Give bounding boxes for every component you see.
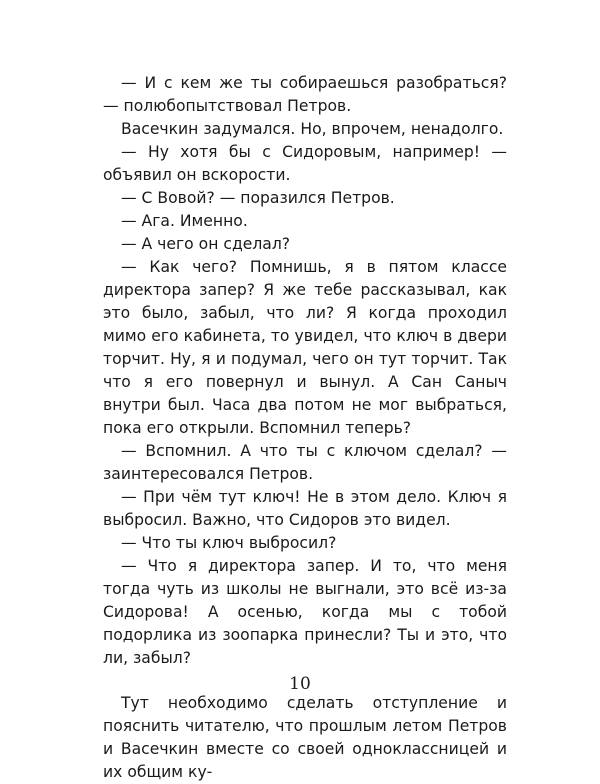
paragraph: — С Вовой? — поразился Петров. (121, 189, 395, 207)
paragraph: — Что ты ключ выбросил? (121, 534, 337, 552)
paragraph: — Ага. Именно. (121, 212, 248, 230)
paragraph: — Как чего? Помнишь, я в пятом классе директора запер? Я же тебе рассказывал, как это было, забыл, что ли? Я когда проходил мимо его кабинета, то увидел, что ключ в двери торчит. Ну, я и подумал, чего он тут торчит. Так что я его повернул и вынул. А Сан Саныч внутри был. Часа два потом не мог выбраться, пока его открыли. Вспомнил теперь? (103, 258, 507, 437)
paragraph: — Что я директора запер. И то, что меня тогда чуть из школы не выгнали, это всё из-за Сидорова! А осенью, когда мы с тобой подорлика из зоопарка принесли? Ты и это, что ли, забыл? (103, 557, 507, 667)
paragraph: — И с кем же ты собираешься разобраться? — полюбопытствовал Петров. (103, 74, 507, 115)
paragraph: — При чём тут ключ! Не в этом дело. Ключ я выбросил. Важно, что Сидоров это видел. (103, 488, 507, 529)
paragraph: Тут необходимо сделать отступление и пояснить читателю, что прошлым летом Петров и Васечкин вместе со своей одноклассницей и их общим ку- (103, 694, 507, 781)
paragraph: — А чего он сделал? (121, 235, 291, 253)
paragraph: — Вспомнил. А что ты с ключом сделал? — заинтересовался Петров. (103, 442, 507, 483)
paragraph: — Ну хотя бы с Сидоровым, например! — объявил он вскорости. (103, 143, 507, 184)
page-number: 10 (289, 674, 311, 694)
paragraph: Васечкин задумался. Но, впрочем, ненадолго. (121, 120, 504, 138)
